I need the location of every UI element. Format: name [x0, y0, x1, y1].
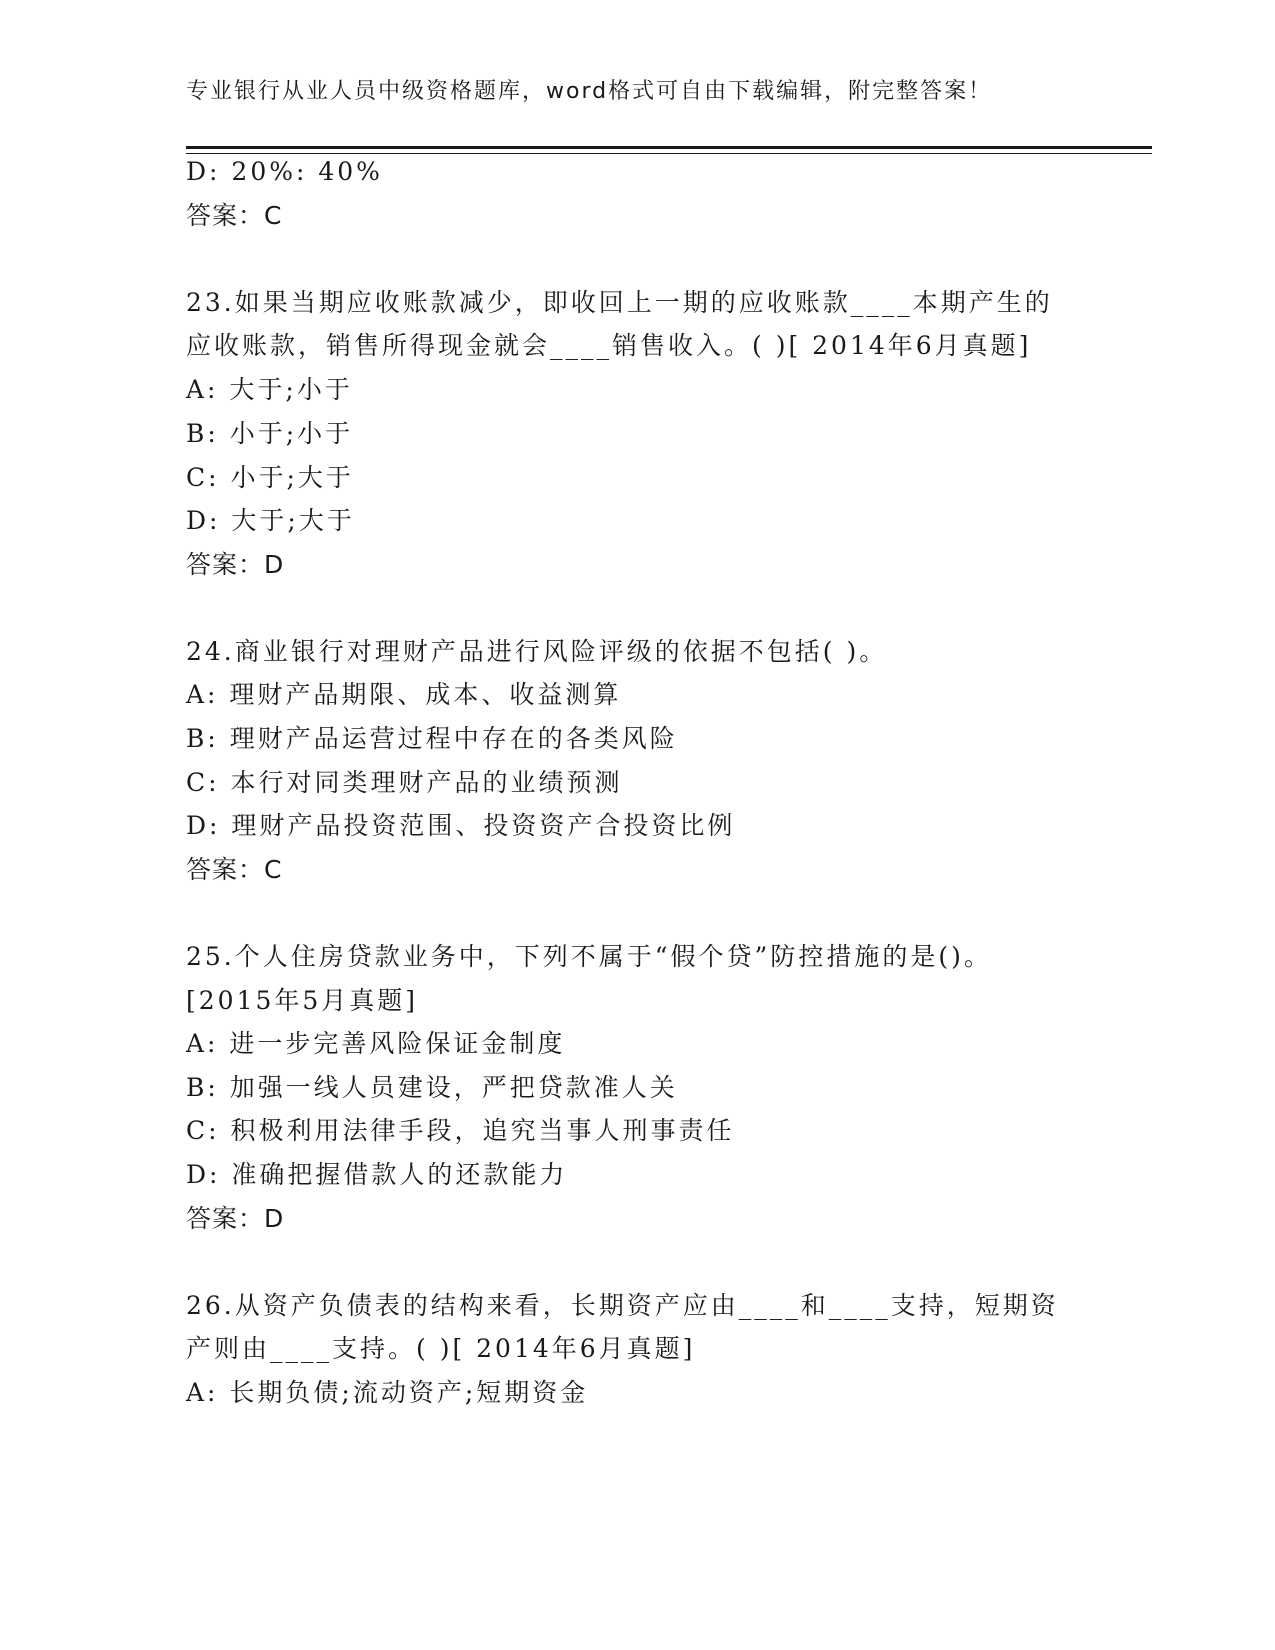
option-a-q24: A: 理财产品期限、成本、收益测算	[186, 680, 622, 709]
header-divider-thin	[186, 153, 1152, 154]
question-23-line2: 应收账款，销售所得现金就会____销售收入。( )[ 2014年6月真题]	[186, 331, 1032, 360]
header-divider-thick	[186, 146, 1152, 149]
question-26-line1: 26.从资产负债表的结构来看，长期资产应由____和____支持，短期资	[186, 1291, 1059, 1320]
option-c-q23: C: 小于;大于	[186, 463, 354, 492]
option-c-q25: C: 积极利用法律手段，追究当事人刑事责任	[186, 1116, 735, 1145]
option-b-q23: B: 小于;小于	[186, 419, 354, 448]
option-d-q25: D: 准确把握借款人的还款能力	[186, 1160, 568, 1189]
option-d-q23: D: 大于;大于	[186, 506, 355, 535]
question-26-line2: 产则由____支持。( )[ 2014年6月真题]	[186, 1334, 696, 1363]
answer-q25: 答案：D	[186, 1204, 285, 1233]
answer-q24: 答案：C	[186, 855, 283, 884]
question-25-line2: [2015年5月真题]	[186, 986, 419, 1015]
question-25-line1: 25.个人住房贷款业务中，下列不属于“假个贷”防控措施的是()。	[186, 942, 992, 971]
option-b-q25: B: 加强一线人员建设，严把贷款准人关	[186, 1073, 678, 1102]
option-b-q24: B: 理财产品运营过程中存在的各类风险	[186, 724, 678, 753]
option-a-q25: A: 进一步完善风险保证金制度	[186, 1029, 566, 1058]
question-24: 24.商业银行对理财产品进行风险评级的依据不包括( )。	[186, 637, 888, 666]
answer-q22: 答案：C	[186, 201, 283, 230]
answer-q23: 答案：D	[186, 550, 285, 579]
question-23-line1: 23.如果当期应收账款减少，即收回上一期的应收账款____本期产生的	[186, 288, 1053, 317]
option-c-q24: C: 本行对同类理财产品的业绩预测	[186, 768, 623, 797]
option-d-q24: D: 理财产品投资范围、投资资产合投资比例	[186, 811, 736, 840]
header-title: 专业银行从业人员中级资格题库，word格式可自由下载编辑，附完整答案！	[186, 79, 993, 104]
option-a-q26: A: 长期负债;流动资产;短期资金	[186, 1378, 589, 1407]
option-a-q23: A: 大于;小于	[186, 375, 353, 404]
option-d-q22: D: 20%: 40%	[186, 157, 383, 186]
